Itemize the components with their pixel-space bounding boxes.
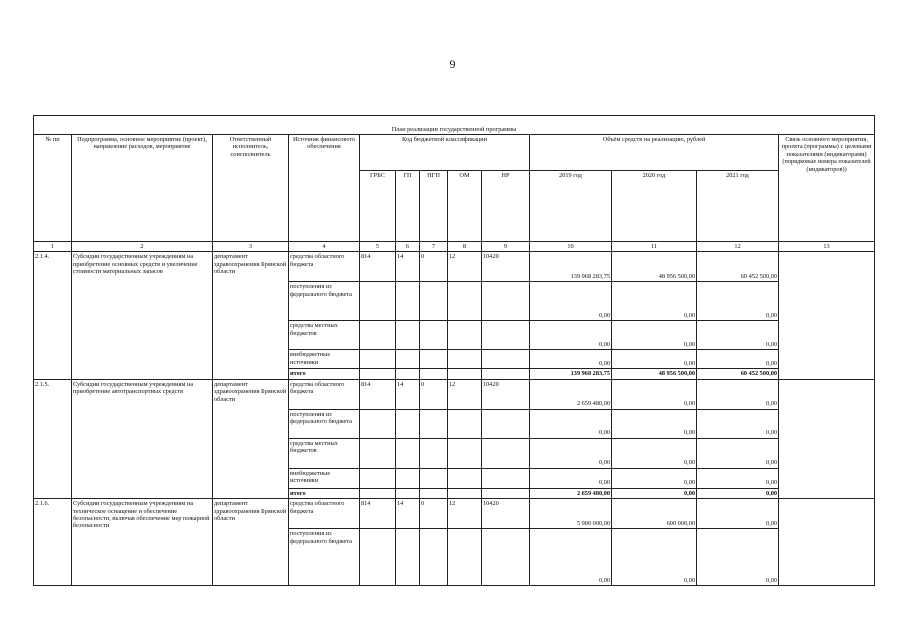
header-2021: 2021 год — [697, 171, 779, 242]
col-number: 7 — [420, 242, 448, 252]
header-num: № пп — [34, 135, 72, 242]
amount-2021: 0,00 — [697, 409, 779, 438]
total-2019: 139 968 283,75 — [530, 369, 612, 379]
col-number: 3 — [213, 242, 289, 252]
source-extra: внебюджетные источники — [289, 468, 360, 488]
row-number: 2.1.5. — [34, 379, 72, 498]
amount-2020: 0,00 — [612, 350, 697, 369]
row-number: 2.1.6. — [34, 499, 72, 586]
om-cell: 12 — [448, 379, 482, 409]
amount-2021: 0,00 — [697, 529, 779, 586]
table-row — [34, 252, 875, 282]
header-subprogram: Подпрограмма, основное мероприятие (проект), направление расходов, мероприятие — [72, 135, 213, 242]
source-regional: средства областного бюджета — [289, 499, 360, 529]
source-total: итого — [289, 369, 360, 379]
grbs-cell: 814 — [360, 499, 396, 529]
grbs-cell: 814 — [360, 379, 396, 409]
page-number: 9 — [449, 57, 456, 71]
source-regional: средства областного бюджета — [289, 252, 360, 282]
source-total: итого — [289, 488, 360, 498]
grbs-cell: 814 — [360, 252, 396, 282]
pgp-cell: 0 — [420, 499, 448, 529]
source-local: средства местных бюджетов — [289, 321, 360, 350]
col-number: 2 — [72, 242, 213, 252]
gp-cell: 14 — [396, 499, 420, 529]
source-federal: поступления из федерального бюджета — [289, 282, 360, 321]
header-link: Связь основного мероприятия, проекта (программы) с целевыми показателями (индикаторами) (порядковые номера показателей (индикаторов)) — [779, 135, 875, 242]
total-2020: 0,00 — [612, 488, 697, 498]
header-pgp: ПГП — [420, 171, 448, 242]
source-federal: поступления из федерального бюджета — [289, 529, 360, 586]
amount-2021: 60 452 500,00 — [697, 252, 779, 282]
om-cell: 12 — [448, 499, 482, 529]
amount-2021: 0,00 — [697, 282, 779, 321]
amount-2019: 0,00 — [530, 529, 612, 586]
amount-2020: 0,00 — [612, 282, 697, 321]
source-federal: поступления из федерального бюджета — [289, 409, 360, 438]
header-budget-code: Код бюджетной классификации — [360, 135, 530, 171]
pgp-cell: 0 — [420, 252, 448, 282]
amount-2021: 0,00 — [697, 379, 779, 409]
amount-2020: 0,00 — [612, 321, 697, 350]
source-regional: средства областного бюджета — [289, 379, 360, 409]
np-cell: 10420 — [482, 499, 530, 529]
source-extra: внебюджетные источники — [289, 350, 360, 369]
col-number: 9 — [482, 242, 530, 252]
link-cell — [779, 379, 875, 498]
amount-2019: 0,00 — [530, 468, 612, 488]
col-number: 6 — [396, 242, 420, 252]
amount-2019: 0,00 — [530, 282, 612, 321]
amount-2020: 0,00 — [612, 409, 697, 438]
table-row — [34, 379, 875, 409]
header-executor: Ответственный исполнитель, соисполнитель — [213, 135, 289, 242]
amount-2019: 5 900 000,00 — [530, 499, 612, 529]
amount-2019: 0,00 — [530, 350, 612, 369]
table-row — [34, 499, 875, 529]
amount-2020: 48 956 500,00 — [612, 252, 697, 282]
np-cell: 10420 — [482, 252, 530, 282]
header-grbs: ГРБС — [360, 171, 396, 242]
header-np: НР — [482, 171, 530, 242]
header-om: ОМ — [448, 171, 482, 242]
row-executor: департамент здравоохранения Брянской области — [213, 252, 289, 379]
amount-2020: 0,00 — [612, 379, 697, 409]
table-title: План реализации государственной программы — [34, 116, 875, 135]
amount-2019: 2 659 480,00 — [530, 379, 612, 409]
row-name: Субсидии государственным учреждениям на техническое оснащение и обеспечение безопасности, включая обеспечение мер пожарной безопасности — [72, 499, 213, 586]
header-2020: 2020 год — [612, 171, 697, 242]
total-2019: 2 659 480,00 — [530, 488, 612, 498]
col-number: 10 — [530, 242, 612, 252]
amount-2021: 0,00 — [697, 438, 779, 468]
amount-2019: 0,00 — [530, 409, 612, 438]
amount-2021: 0,00 — [697, 321, 779, 350]
amount-2021: 0,00 — [697, 350, 779, 369]
header-2019: 2019 год — [530, 171, 612, 242]
amount-2019: 139 968 283,75 — [530, 252, 612, 282]
gp-cell: 14 — [396, 252, 420, 282]
om-cell: 12 — [448, 252, 482, 282]
np-cell: 10420 — [482, 379, 530, 409]
col-number: 13 — [779, 242, 875, 252]
col-number: 8 — [448, 242, 482, 252]
link-cell — [779, 252, 875, 379]
row-name: Субсидии государственным учреждениям на приобретение основных средств и увеличение стоимости материальных запасов — [72, 252, 213, 379]
col-number: 1 — [34, 242, 72, 252]
amount-2019: 0,00 — [530, 438, 612, 468]
amount-2020: 600 000,00 — [612, 499, 697, 529]
amount-2019: 0,00 — [530, 321, 612, 350]
source-local: средства местных бюджетов — [289, 438, 360, 468]
amount-2020: 0,00 — [612, 468, 697, 488]
col-number: 11 — [612, 242, 697, 252]
amount-2020: 0,00 — [612, 438, 697, 468]
row-name: Субсидии государственным учреждениям на приобретение автотранспортных средств — [72, 379, 213, 498]
gp-cell: 14 — [396, 379, 420, 409]
total-2021: 60 452 500,00 — [697, 369, 779, 379]
header-source: Источник финансового обеспечения — [289, 135, 360, 242]
header-volume: Объём средств на реализацию, рублей — [530, 135, 779, 171]
link-cell — [779, 499, 875, 586]
row-executor: департамент здравоохранения Брянской области — [213, 379, 289, 498]
amount-2020: 0,00 — [612, 529, 697, 586]
amount-2021: 0,00 — [697, 468, 779, 488]
program-plan-table — [33, 115, 875, 586]
row-executor: департамент здравоохранения Брянской области — [213, 499, 289, 586]
pgp-cell: 0 — [420, 379, 448, 409]
header-gp: ГП — [396, 171, 420, 242]
amount-2021: 0,00 — [697, 499, 779, 529]
col-number: 4 — [289, 242, 360, 252]
col-number: 5 — [360, 242, 396, 252]
row-number: 2.1.4. — [34, 252, 72, 379]
col-number: 12 — [697, 242, 779, 252]
total-2021: 0,00 — [697, 488, 779, 498]
total-2020: 48 956 500,00 — [612, 369, 697, 379]
